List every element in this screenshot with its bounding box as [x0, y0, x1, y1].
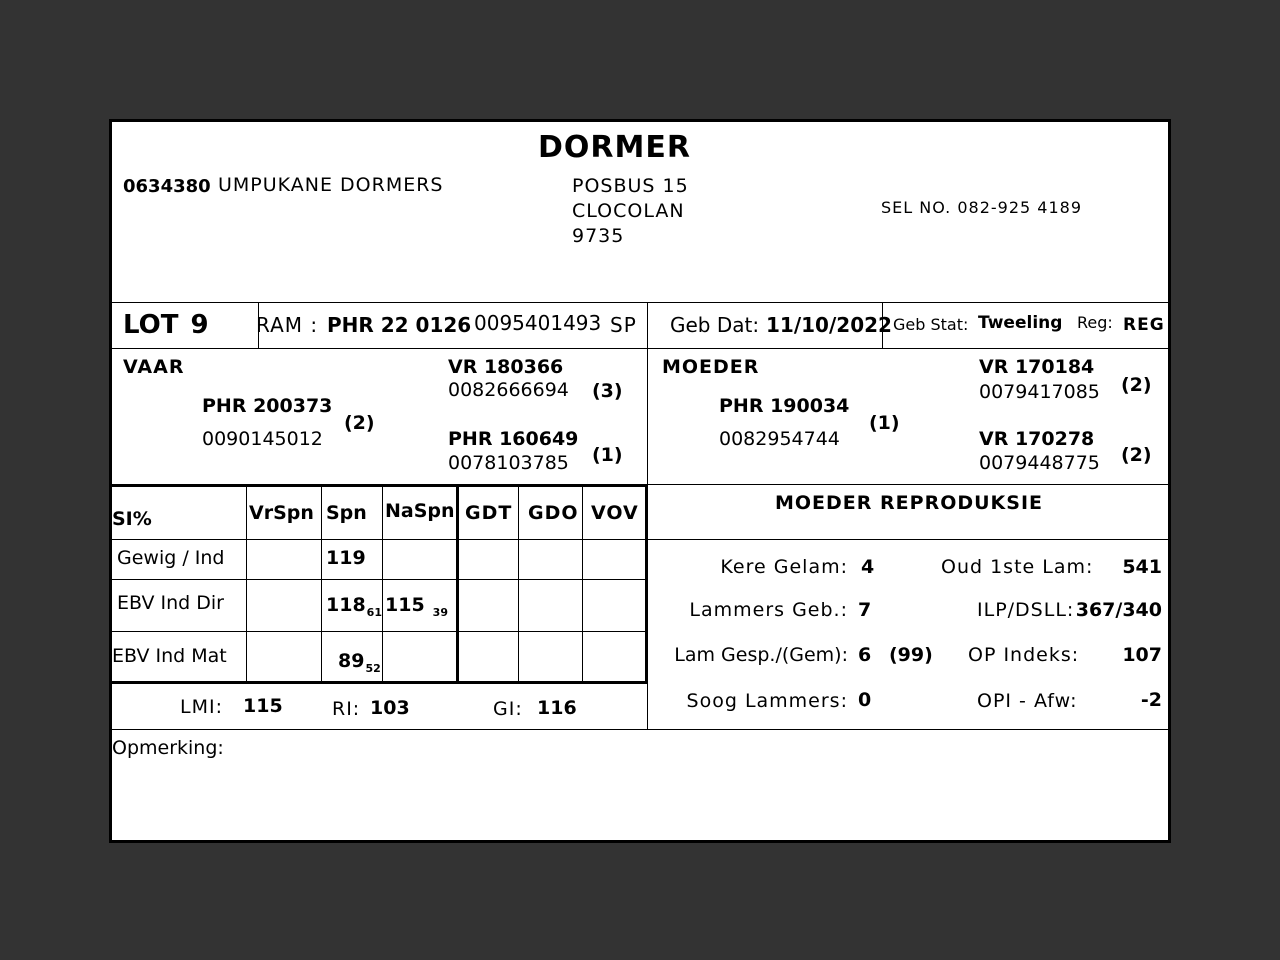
sire-dam-count: (1)	[592, 444, 623, 466]
lot-label	[123, 310, 209, 340]
th-gdt: GDT	[465, 502, 513, 524]
ram-suffix: SP	[610, 313, 637, 337]
th-vov: VOV	[591, 502, 639, 524]
gi-label: GI:	[493, 698, 523, 720]
ram-id: PHR 22 0126	[327, 313, 472, 337]
dam-sire-count: (2)	[1121, 374, 1152, 396]
th-si: SI%	[112, 508, 152, 530]
sire-reg: 0090145012	[202, 428, 323, 450]
sire-id: PHR 200373	[202, 395, 333, 417]
address-line-3: 9735	[572, 225, 625, 247]
lot-label-text: LOT	[123, 310, 179, 340]
sire-label: VAAR	[123, 356, 185, 378]
ri-value: 103	[370, 697, 410, 719]
breeder-name: UMPUKANE DORMERS	[218, 174, 444, 196]
address-line-2: CLOCOLAN	[572, 200, 685, 222]
sire-count: (2)	[344, 412, 375, 434]
gesp-label: Lam Gesp./(Gem):	[674, 644, 848, 666]
oud-label: Oud 1ste Lam:	[941, 556, 1094, 578]
sire-sire-count: (3)	[592, 380, 623, 402]
lammers-value: 7	[858, 599, 872, 621]
row-label-ebv-mat: EBV Ind Mat	[112, 645, 227, 667]
birth-date: 11/10/2022	[766, 313, 892, 337]
th-spn: Spn	[326, 502, 367, 524]
opi-value: -2	[1140, 689, 1162, 711]
lmi-label: LMI:	[180, 696, 223, 718]
ram-reg: 0095401493	[474, 311, 602, 335]
dam-sire-reg: 0079417085	[979, 381, 1100, 403]
remarks-label: Opmerking:	[112, 737, 224, 759]
dam-count: (1)	[869, 412, 900, 434]
lmi-value: 115	[243, 695, 283, 717]
dam-id: PHR 190034	[719, 395, 850, 417]
gesp-value: 6	[858, 644, 872, 666]
birth-status-label: Geb Stat:	[893, 315, 969, 334]
breeder-code: 0634380	[123, 176, 211, 197]
phone-number: SEL NO. 082-925 4189	[881, 198, 1083, 217]
reg-value: REG	[1123, 315, 1165, 335]
kere-label: Kere Gelam:	[720, 556, 848, 578]
lot-number: 9	[190, 310, 209, 340]
gi-value: 116	[537, 697, 577, 719]
cell-ebv-mat-spn: $89_{52}$	[338, 650, 381, 675]
sire-dam-id: PHR 160649	[448, 428, 579, 450]
dam-sire-id: VR 170184	[979, 356, 1095, 378]
sire-sire-reg: 0082666694	[448, 379, 569, 401]
row-label-ebv-dir: EBV Ind Dir	[117, 592, 224, 614]
ilp-label: ILP/DSLL:	[977, 599, 1075, 621]
lammers-label: Lammers Geb.:	[689, 599, 848, 621]
breed-title: DORMER	[538, 130, 691, 165]
dam-dam-count: (2)	[1121, 444, 1152, 466]
cell-ebv-dir-spn: $118_{61}$	[326, 594, 382, 619]
ri-label: RI:	[332, 698, 361, 720]
dam-reg: 0082954744	[719, 428, 840, 450]
row-label-gewig: Gewig / Ind	[117, 547, 225, 569]
kere-value: 4	[861, 556, 875, 578]
ilp-value: 367/340	[1075, 599, 1162, 621]
birth-status: Tweeling	[978, 313, 1063, 333]
ram-label: RAM :	[256, 313, 319, 337]
soog-value: 0	[858, 689, 872, 711]
sire-sire-id: VR 180366	[448, 356, 564, 378]
op-label: OP Indeks:	[968, 644, 1080, 666]
dam-label: MOEDER	[662, 356, 760, 378]
reg-label: Reg:	[1077, 313, 1113, 332]
th-naspn: NaSpn	[385, 500, 455, 522]
soog-label: Soog Lammers:	[686, 690, 848, 712]
reproduction-title: MOEDER REPRODUKSIE	[775, 492, 1044, 514]
cell-ebv-dir-naspn: 115 $_{39}$	[385, 594, 448, 619]
th-vrspn: VrSpn	[249, 502, 314, 524]
opi-label: OPI - Afw:	[977, 690, 1078, 712]
birth-date-label: Geb Dat:	[670, 313, 760, 337]
th-gdo: GDO	[528, 502, 579, 524]
gesp-avg: (99)	[889, 644, 933, 666]
dam-dam-reg: 0079448775	[979, 452, 1100, 474]
lot-card	[109, 119, 1171, 843]
cell-gewig-spn: 119	[326, 547, 366, 569]
address-line-1: POSBUS 15	[572, 175, 689, 197]
op-value: 107	[1122, 644, 1162, 666]
oud-value: 541	[1122, 556, 1162, 578]
sire-dam-reg: 0078103785	[448, 452, 569, 474]
dam-dam-id: VR 170278	[979, 428, 1095, 450]
